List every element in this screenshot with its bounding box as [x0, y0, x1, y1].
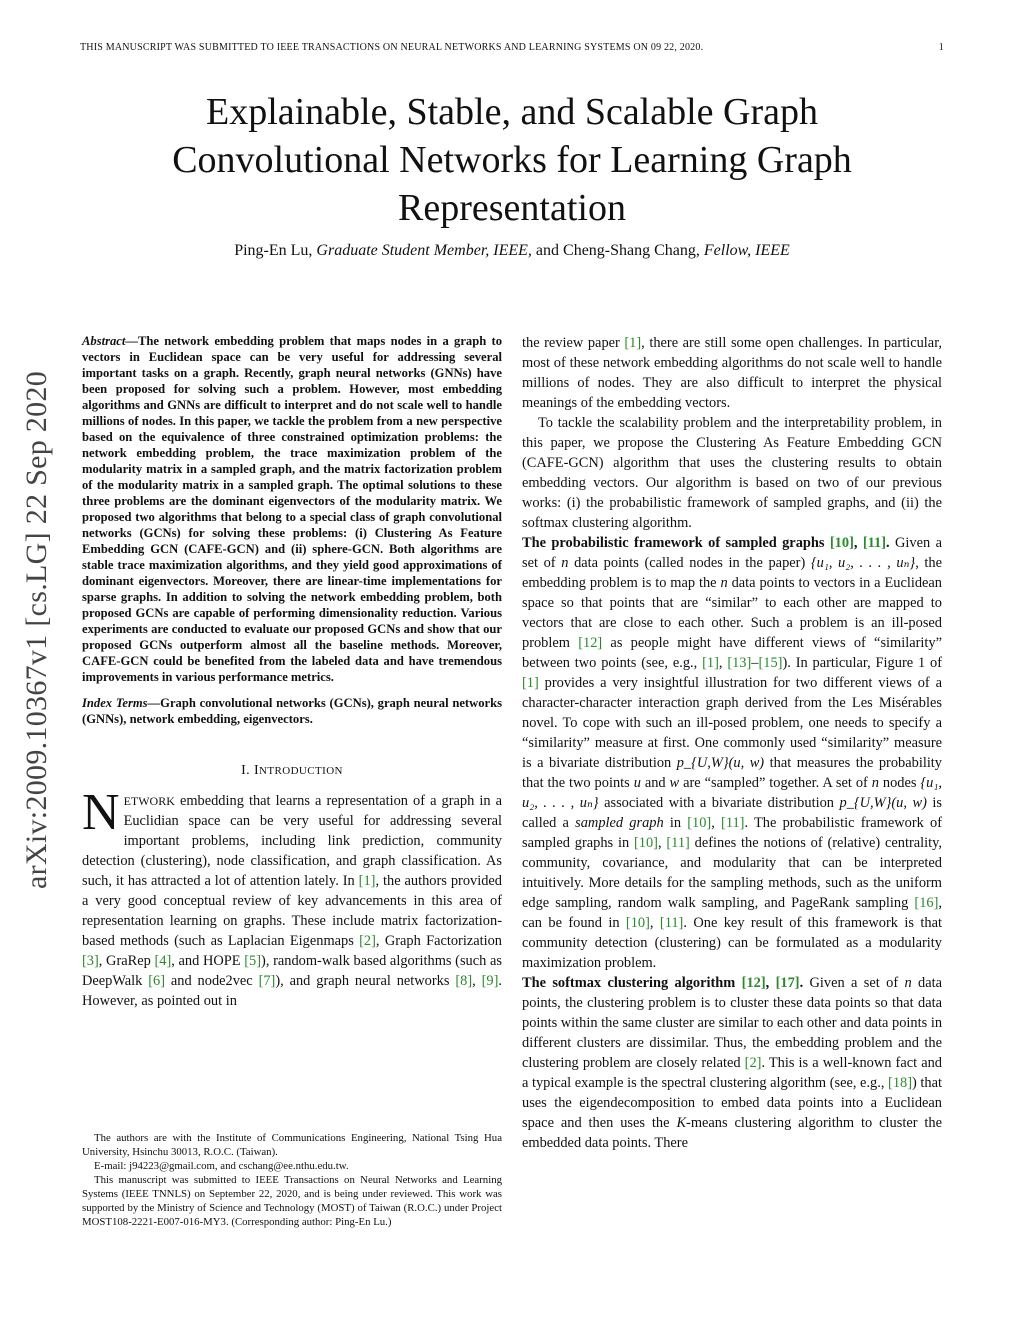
citation-link[interactable]: [1] — [358, 873, 376, 889]
right-column — [522, 333, 942, 1153]
intro-text: and node2vec — [165, 973, 259, 989]
right-paragraph-4 — [522, 973, 942, 1153]
footnotes — [82, 1131, 502, 1229]
body-text: are “sampled” together. A set of — [679, 775, 872, 791]
math-n: n — [904, 975, 912, 991]
right-paragraph-2: To tackle the scalability problem and the interpretability problem, in this paper, we propose the Clustering As Feature Embedding GCN (CAFE-GCN) algorithm that uses the clustering results to obtain embedding vectors. Our algorithm is based on two of our previous works: (i) the probabilistic framework of sampled graphs, and (ii) the softmax clustering algorithm. — [522, 415, 942, 531]
citation-link[interactable]: [4] — [154, 953, 172, 969]
body-text: provides a very insightful illustration for two different views of a character-character interaction graph derived from the Les Misérables novel. To cope with such an ill-posed problem, one needs to specify a “similarity” measure at first. One commonly used “similarity” measure is a bivariate distribution — [522, 675, 942, 771]
body-text: Given a set of — [803, 975, 905, 991]
citation-link[interactable]: [18] — [888, 1075, 913, 1091]
body-text: nodes — [878, 775, 921, 791]
intro-text: , the authors provided a very good conceptual review of key advancements in this area of representation learning on graphs. These include matrix factorization-based methods (such as Laplacian Eigenmaps — [82, 873, 502, 949]
body-text: data points (called nodes in the paper) — [568, 555, 811, 571]
intro-text: , GraRep — [98, 953, 155, 969]
math-u: u — [633, 775, 641, 791]
index-terms — [82, 695, 502, 727]
body-text: the review paper — [522, 335, 625, 351]
author-2-role: Fellow, IEEE — [703, 242, 790, 259]
abstract-text: The network embedding problem that maps nodes in a graph to vectors in Euclidean space can be very useful for addressing several important tasks on a graph. Recently, graph neural networks (GNNs) have been proposed for solving such a problem. However, most embedding algorithms and GNNs are difficult to interpret and do not scale well to handle millions of nodes. In this paper, we tackle the problem from a new perspective based on the equivalence of three constrained optimization problems: the network embedding problem, the trace maximization problem of the modularity matrix in a sampled graph, and the matrix factorization problem of the modularity matrix in a sampled graph. The optimal solutions to these three problems are the dominant eigenvectors of the modularity matrix. We proposed two algorithms that belong to a special class of graph convolutional networks (GCNs) for solving these problems: (i) Clustering As Feature Embedding GCN (CAFE-GCN) and (ii) sphere-GCN. Both algorithms are stable trace maximization algorithms, and they yield good approximations of dominant eigenvectors. Moreover, there are linear-time implementations for sparse graphs. In addition to solving the network embedding problem, both proposed GCNs are capable of performing dimensionality reduction. Various experiments are conducted to evaluate our proposed GCNs and show that our proposed GCNs outperform almost all the baseline methods. Moreover, CAFE-GCN could be benefited from the labeled data and have tremendous improvements in various performance metrics. — [82, 334, 502, 684]
math-node-set: {u₁, u₂, . . . , uₙ} — [810, 555, 916, 571]
title-line-3: Representation — [398, 187, 626, 229]
body-text: . This is a well-known fact and a typical example is the spectral clustering algorithm (see, e.g., — [522, 1055, 942, 1091]
citation-link[interactable]: [15] — [758, 655, 783, 671]
math-k: K — [676, 1115, 687, 1131]
intro-text: , Graph Factorization — [375, 933, 502, 949]
body-text: and — [640, 775, 670, 791]
right-paragraph-1 — [522, 333, 942, 413]
drop-cap: N — [82, 784, 120, 841]
citation-link[interactable]: [1] — [702, 655, 719, 671]
citation-link[interactable]: [17] — [775, 975, 800, 991]
math-w: w — [669, 775, 680, 791]
title-line-2: Convolutional Networks for Learning Graph — [172, 139, 852, 181]
body-text: , the embedding problem is to map the — [522, 555, 942, 591]
intro-text: embedding that learns a representation of a graph in a Euclidian space can be very useful for addressing several important problems, including link prediction, community detection (clustering), node classification, and graph classification. As such, it has attracted a lot of attention lately. In — [82, 793, 502, 889]
heading-text: The probabilistic framework of sampled graphs — [522, 535, 830, 551]
index-terms-lead: Index Terms— — [82, 696, 161, 710]
footnote-affiliation: The authors are with the Institute of Communications Engineering, National Tsing Hua University, Hsinchu 30013, R.O.C. (Taiwan). — [82, 1132, 502, 1158]
body-text: ). In particular, Figure 1 of — [782, 655, 942, 671]
footnote-email: E-mail: j94223@gmail.com, and cschang@ee.nthu.edu.tw. — [94, 1160, 349, 1172]
citation-link[interactable]: [13] — [727, 655, 752, 671]
intro-text: , and HOPE — [171, 953, 245, 969]
citation-link[interactable]: [6] — [148, 973, 166, 989]
intro-smallcaps: ETWORK — [123, 794, 175, 808]
intro-text: . However, as pointed out in — [82, 973, 502, 1009]
body-text: that measures the probability that the two points — [522, 755, 943, 791]
citation-link[interactable]: [1] — [624, 335, 642, 351]
citation-link[interactable]: [11] — [721, 815, 745, 831]
author-and: and — [535, 242, 560, 259]
heading-text: , — [765, 975, 776, 991]
body-text: as people might have different views of “similarity” between two points (see, e.g., — [522, 635, 942, 671]
intro-text: ), and graph neural networks — [275, 973, 456, 989]
footnote-funding: This manuscript was submitted to IEEE Transactions on Neural Networks and Learning Systems (IEEE TNNLS) on September 22, 2020, and is being under reviewed. This work was supported by the Ministry of Science and Technology (MOST) of Taiwan (R.O.C.) under Project MOST108-2221-E007-016-MY3. (Corresponding author: Ping-En Lu.) — [82, 1174, 502, 1228]
author-line — [100, 242, 924, 260]
right-paragraph-3 — [522, 533, 942, 973]
body-text: . One key result of this framework is that community detection (clustering) can be formulated as a modularity maximization problem. — [522, 915, 942, 971]
math-bivariate-distribution: p_{U,W}(u, w) — [839, 795, 927, 811]
citation-link[interactable]: [16] — [914, 895, 939, 911]
body-text: , there are still some open challenges. In particular, most of these network embedding algorithms do not scale well to handle millions of nodes. They are also difficult to interpret the physical meanings of the embedding vectors. — [522, 335, 943, 411]
intro-paragraph — [82, 784, 502, 1011]
citation-link[interactable]: [12] — [741, 975, 766, 991]
citation-link[interactable]: [2] — [359, 933, 376, 949]
citation-link[interactable]: [10] — [829, 535, 854, 551]
arxiv-identifier: arXiv:2009.10367v1 [cs.LG] 22 Sep 2020 — [20, 370, 53, 890]
running-header — [80, 42, 944, 53]
heading-text: , — [853, 535, 863, 551]
citation-link[interactable]: [9] — [481, 973, 499, 989]
body-text: is called a — [522, 795, 942, 831]
body-text: , — [657, 835, 667, 851]
citation-link[interactable]: [12] — [578, 635, 603, 651]
body-text: in — [663, 815, 688, 831]
citation-link[interactable]: [8] — [455, 973, 473, 989]
section-title-first-letter: I — [253, 763, 260, 778]
body-text: data points, the clustering problem is to cluster these data points so that data points within the same cluster are similar to each other and data points in different clusters are dissimilar. Thus, the embedding problem and the clustering problem are closely related — [522, 975, 943, 1071]
paragraph-heading-probabilistic — [522, 535, 890, 551]
abstract — [82, 333, 502, 685]
body-text: -means clustering algorithm to cluster the embedded data points. There — [522, 1115, 942, 1151]
body-text: data points to vectors in a Euclidean space so that points that are “similar” to each other are mapped to vectors that are close to each other. Such a problem is an ill-posed problem — [522, 575, 942, 651]
citation-link[interactable]: [2] — [744, 1055, 762, 1071]
heading-text: The softmax clustering algorithm — [522, 975, 742, 991]
body-text: defines the notions of (relative) centrality, community, covariance, and modularity that can be interpreted intuitively. More details for the sampling methods, such as the uniform edge sampling, random walk sampling, and PageRank sampling — [522, 835, 942, 911]
body-text: , can be found in — [522, 895, 942, 931]
intro-text: , — [472, 973, 482, 989]
citation-link[interactable]: [11] — [666, 835, 690, 851]
citation-link[interactable]: [10] — [633, 835, 658, 851]
body-text: Given a set of — [522, 535, 942, 571]
citation-link[interactable]: [7] — [258, 973, 276, 989]
page-number: 1 — [938, 42, 944, 53]
citation-link[interactable]: [5] — [244, 953, 262, 969]
section-heading-introduction — [82, 763, 502, 779]
math-node-set: {u₁, u₂, . . . , uₙ} — [522, 775, 942, 811]
heading-text: . — [799, 975, 804, 991]
body-text: , — [711, 815, 722, 831]
left-column — [82, 333, 502, 1011]
paragraph-heading-softmax — [522, 975, 803, 991]
abstract-lead: Abstract— — [82, 334, 138, 348]
citation-link[interactable]: [11] — [659, 915, 684, 931]
intro-text: ), random-walk based algorithms (such as DeepWalk — [82, 953, 502, 989]
running-header-text: THIS MANUSCRIPT WAS SUBMITTED TO IEEE TRANSACTIONS ON NEURAL NETWORKS AND LEARNING SYSTEMS ON 09 22, 2020. — [80, 42, 704, 53]
citation-link[interactable]: [11] — [862, 535, 887, 551]
math-n: n — [871, 775, 879, 791]
body-text: , — [718, 655, 728, 671]
index-terms-text: Graph convolutional networks (GCNs), graph neural networks (GNNs), network embedding, eigenvectors. — [82, 696, 502, 726]
arxiv-sidebar — [12, 300, 62, 960]
body-text: ) that uses the eigendecomposition to embed data points into a Euclidean space and then uses the — [522, 1075, 943, 1131]
citation-link[interactable]: [1] — [522, 675, 539, 691]
section-title-rest: NTRODUCTION — [259, 765, 343, 777]
citation-link[interactable]: [3] — [82, 953, 99, 969]
citation-link[interactable]: [10] — [687, 815, 712, 831]
author-1: Ping-En Lu, — [234, 242, 313, 259]
body-text: – — [751, 655, 759, 671]
math-n: n — [561, 555, 569, 571]
body-text: , — [649, 915, 660, 931]
section-numeral: I. — [241, 763, 251, 778]
body-text: . The probabilistic framework of sampled graphs in — [522, 815, 943, 851]
author-2: Cheng-Shang Chang, — [563, 242, 700, 259]
body-text: associated with a bivariate distribution — [598, 795, 840, 811]
heading-text: . — [886, 535, 890, 551]
math-bivariate-distribution: p_{U,W}(u, w) — [676, 755, 765, 771]
math-n: n — [720, 575, 728, 591]
emphasis-sampled-graph: sampled graph — [575, 815, 664, 831]
title-line-1: Explainable, Stable, and Scalable Graph — [205, 91, 818, 133]
author-1-role: Graduate Student Member, IEEE, — [316, 242, 532, 259]
paper-title — [100, 88, 924, 232]
citation-link[interactable]: [10] — [625, 915, 650, 931]
